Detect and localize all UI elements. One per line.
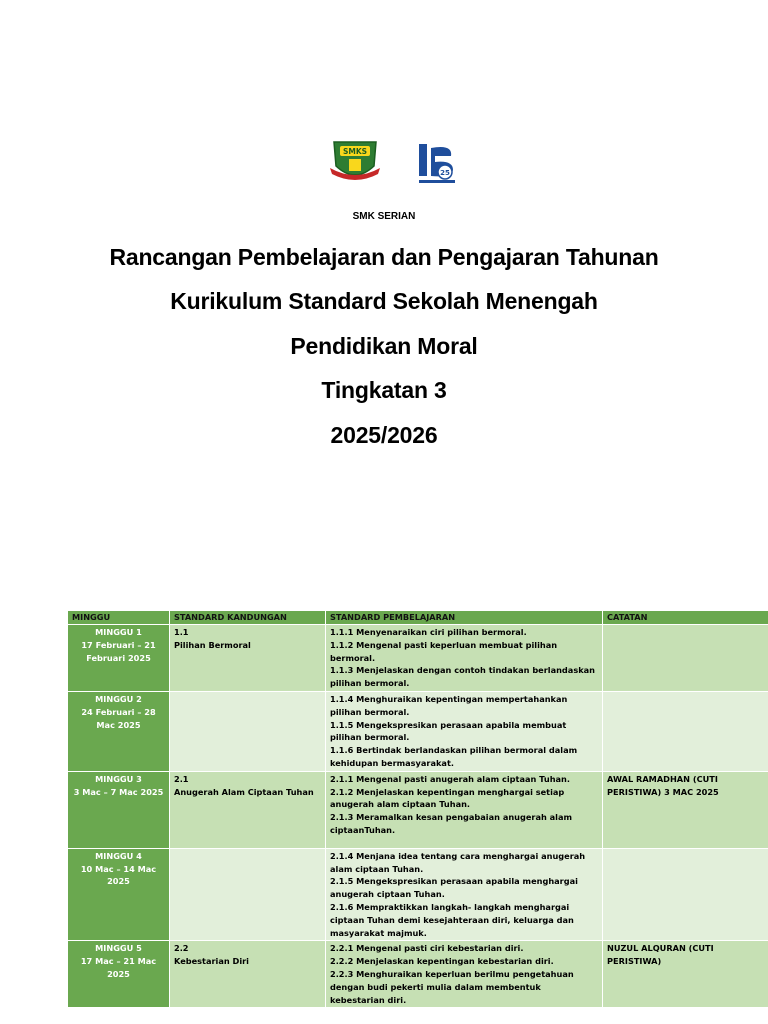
- sp-item: 1.1.3 Menjelaskan dengan contoh tindakan berlandaskan pilihan bermoral.: [330, 665, 595, 689]
- school-name: SMK SERIAN: [352, 211, 416, 222]
- form-title: Tingkatan 3: [321, 377, 447, 403]
- table-row: [68, 771, 768, 848]
- catatan-cell: NUZUL ALQURAN (CUTI PERISTIWA): [603, 941, 768, 1008]
- sk-title: Kebestarian Diri: [174, 956, 249, 967]
- week-cell: [68, 848, 170, 941]
- catatan-cell: AWAL RAMADHAN (CUTI PERISTIWA) 3 MAC 2025: [603, 771, 768, 848]
- table-row: [68, 941, 768, 1008]
- standard-pembelajaran-cell: [326, 771, 603, 848]
- header-minggu: MINGGU: [68, 611, 170, 625]
- standard-kandungan-cell: [170, 625, 326, 692]
- sk-code: 1.1: [174, 627, 189, 637]
- sp-item: 2.2.1 Mengenal pasti ciri kebestarian diri.: [330, 943, 524, 954]
- curriculum-title: Kurikulum Standard Sekolah Menengah: [170, 288, 598, 314]
- sp-item: 2.1.4 Menjana idea tentang cara menghargai anugerah alam ciptaan Tuhan.: [330, 850, 586, 874]
- sp-item: 1.1.4 Menghuraikan kepentingan mempertahankan pilihan bermoral.: [330, 693, 568, 717]
- standard-kandungan-cell: [170, 941, 326, 1008]
- standard-pembelajaran-cell: [326, 941, 603, 1008]
- table-header-row: [68, 611, 768, 625]
- week-dates: 17 Februari – 21 Februari 2025: [81, 639, 156, 663]
- standard-pembelajaran-cell: [326, 691, 603, 771]
- logo-bar: [0, 138, 768, 188]
- svg-text:SMKS: SMKS: [342, 147, 368, 156]
- sp-item: 1.1.5 Mengekspresikan perasaan apabila membuat pilihan bermoral.: [330, 719, 567, 743]
- sk-code: 2.2: [174, 943, 189, 954]
- document-title: Rancangan Pembelajaran dan Pengajaran Tahunan: [109, 244, 659, 270]
- sp-item: 2.1.6 Mempraktikkan langkah- langkah menghargai ciptaan Tuhan demi kesejahteraan diri, keluarga dan masyarakat majmuk.: [330, 901, 574, 938]
- table-row: [68, 691, 768, 771]
- sk-code: 2.1: [174, 773, 189, 784]
- sk-title: Anugerah Alam Ciptaan Tuhan: [174, 786, 314, 797]
- standard-kandungan-cell: [170, 771, 326, 848]
- sp-item: 2.1.5 Mengekspresikan perasaan apabila menghargai anugerah ciptaan Tuhan.: [330, 876, 578, 900]
- school-crest-logo: [328, 138, 382, 186]
- table-row: [68, 848, 768, 941]
- catatan-cell: [603, 625, 768, 692]
- week-dates: 10 Mac – 14 Mac 2025: [80, 863, 157, 887]
- sp-item: 1.1.1 Menyenaraikan ciri pilihan bermoral.: [330, 627, 527, 637]
- week-dates: 24 Februari – 28 Mac 2025: [81, 706, 156, 730]
- sp-item: 2.1.3 Meramalkan kesan pengabaian anugerah alam ciptaanTuhan.: [330, 812, 573, 835]
- catatan-cell: [603, 691, 768, 771]
- week-label: MINGGU 1: [95, 627, 142, 637]
- week-label: MINGGU 5: [95, 943, 142, 954]
- sp-item: 2.1.2 Menjelaskan kepentingan menghargai setiap anugerah alam ciptaan Tuhan.: [330, 786, 565, 810]
- week-cell: [68, 625, 170, 692]
- week-label: MINGGU 4: [95, 850, 142, 861]
- week-dates: 3 Mac – 7 Mac 2025: [73, 786, 164, 797]
- week-label: MINGGU 3: [95, 773, 142, 784]
- sp-item: 2.2.3 Menghuraikan keperluan berilmu pengetahuan dengan budi pekerti mulia dalam membentuk kebestarian diri.: [330, 968, 574, 1005]
- week-cell: [68, 691, 170, 771]
- week-cell: [68, 941, 170, 1008]
- week-label: MINGGU 2: [95, 693, 142, 704]
- header-standard-pembelajaran: STANDARD PEMBELAJARAN: [326, 611, 603, 625]
- standard-kandungan-cell: [170, 848, 326, 941]
- anniversary-logo: [417, 142, 457, 186]
- svg-text:25: 25: [440, 169, 450, 177]
- sp-item: 1.1.2 Mengenal pasti keperluan membuat pilihan bermoral.: [330, 639, 558, 663]
- year-title: 2025/2026: [330, 422, 438, 448]
- week-dates: 17 Mac – 21 Mac 2025: [80, 956, 157, 979]
- standard-pembelajaran-cell: [326, 625, 603, 692]
- sk-title: Pilihan Bermoral: [174, 639, 251, 650]
- catatan-cell: [603, 848, 768, 941]
- sp-item: 1.1.6 Bertindak berlandaskan pilihan bermoral dalam kehidupan bermasyarakat.: [330, 745, 578, 768]
- table-row: [68, 625, 768, 692]
- sp-item: 2.2.2 Menjelaskan kepentingan kebestarian diri.: [330, 956, 554, 967]
- header-standard-kandungan: STANDARD KANDUNGAN: [170, 611, 326, 625]
- sp-item: 2.1.1 Mengenal pasti anugerah alam ciptaan Tuhan.: [330, 773, 570, 784]
- standard-kandungan-cell: [170, 691, 326, 771]
- header-catatan: CATATAN: [603, 611, 768, 625]
- standard-pembelajaran-cell: [326, 848, 603, 941]
- subject-title: Pendidikan Moral: [290, 333, 478, 359]
- lesson-plan-table: [67, 610, 768, 1008]
- week-cell: [68, 771, 170, 848]
